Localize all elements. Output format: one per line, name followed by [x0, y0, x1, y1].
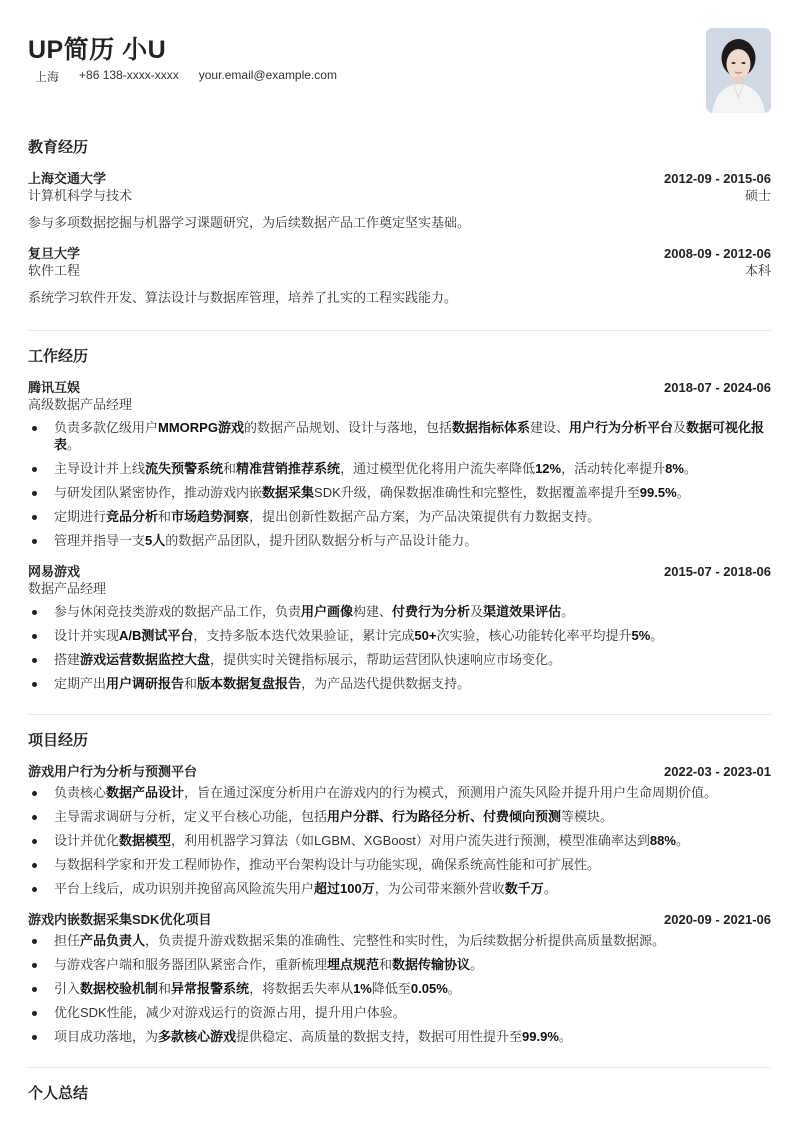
highlight-text: MMORPG游戏: [158, 420, 244, 435]
highlight-text: 流失预警系统: [145, 461, 224, 476]
portrait-icon: [706, 28, 771, 113]
highlight-text: 埋点规范: [327, 957, 380, 972]
major: 计算机科学与技术: [28, 188, 133, 203]
highlight-text: 0.05%: [410, 981, 448, 996]
body-text: 。: [470, 957, 484, 972]
body-text: SDK升级，确保数据准确性和完整性，数据覆盖率提升至: [314, 485, 640, 500]
bullet-item: [28, 832, 771, 849]
highlight-text: 数据指标体系: [451, 420, 530, 435]
body-text: 及: [673, 420, 687, 435]
body-text: 搭建: [54, 652, 81, 667]
date-range: 2022-03 - 2023-01: [664, 764, 771, 779]
major: 软件工程: [28, 263, 81, 278]
summary-section: [28, 1068, 771, 1104]
school-name: 上海交通大学: [28, 171, 107, 186]
highlight-text: 数千万: [504, 881, 544, 896]
highlight-text: 5人: [145, 533, 166, 548]
highlight-text: 竞品分析: [106, 509, 159, 524]
body-text: 优化SDK性能，减少对游戏运行的资源占用，提升用户体验。: [54, 1005, 406, 1020]
bullet-item: [28, 880, 771, 897]
job-title: 高级数据产品经理: [28, 397, 133, 412]
body-text: ，将数据丢失率从: [249, 981, 354, 996]
body-text: 平台上线后，成功识别并挽留高风险流失用户: [54, 881, 315, 896]
bullet-item: [28, 980, 771, 997]
project-entry: [28, 911, 771, 1045]
company-name: 腾讯互娱: [28, 380, 81, 395]
highlight-text: 多款核心游戏: [158, 1029, 237, 1044]
education-entry: [28, 245, 771, 306]
body-text: 。: [67, 437, 81, 452]
highlight-text: 产品负责人: [80, 933, 146, 948]
highlight-text: 市场趋势洞察: [171, 509, 250, 524]
body-text: 。: [561, 604, 575, 619]
highlight-text: 游戏运营数据监控大盘: [80, 652, 211, 667]
work-entry: [28, 563, 771, 692]
highlight-text: 5%: [631, 628, 651, 643]
body-text: ，支持多版本迭代效果验证，累计完成: [193, 628, 415, 643]
bullet-list: [28, 784, 771, 897]
body-text: 与研发团队紧密协作，推动游戏内嵌: [54, 485, 263, 500]
body-text: 定期产出: [54, 676, 107, 691]
location: 上海: [35, 70, 60, 84]
highlight-text: 异常报警系统: [171, 981, 250, 996]
email: your.email@example.com: [198, 68, 337, 82]
highlight-text: A/B测试平台: [119, 628, 194, 643]
education-section: [28, 122, 771, 331]
highlight-text: 99.9%: [522, 1029, 559, 1044]
body-text: 和: [379, 957, 393, 972]
school-name: 复旦大学: [28, 246, 81, 261]
body-text: 与数据科学家和开发工程师协作，推动平台架构设计与功能实现，确保系统高性能和可扩展性。: [54, 857, 601, 872]
highlight-text: 付费行为分析: [392, 604, 471, 619]
highlight-text: 用户画像: [301, 604, 354, 619]
highlight-text: 1%: [353, 981, 372, 996]
section-title-education: 教育经历: [28, 139, 89, 156]
bullet-item: [28, 1028, 771, 1045]
body-text: 与游戏客户端和服务器团队紧密合作，重新梳理: [54, 957, 328, 972]
highlight-text: 8%: [665, 461, 684, 476]
bullet-item: [28, 784, 771, 801]
body-text: ，为产品迭代提供数据支持。: [301, 676, 471, 691]
highlight-text: 超过100万: [314, 881, 375, 896]
section-title-work: 工作经历: [28, 348, 89, 365]
body-text: 和: [184, 676, 198, 691]
bullet-item: [28, 651, 771, 668]
highlight-text: 数据产品设计: [106, 785, 185, 800]
bullet-list: [28, 603, 771, 692]
highlight-text: 精准营销推荐系统: [236, 461, 341, 476]
bullet-list: [28, 932, 771, 1045]
education-entry: [28, 170, 771, 231]
body-text: 。: [675, 833, 689, 848]
body-text: ，负责提升游戏数据采集的准确性、完整性和实时性，为后续数据分析提供高质量数据源。: [145, 933, 666, 948]
body-text: 管理并指导一支: [54, 533, 146, 548]
highlight-text: 数据采集: [262, 485, 315, 500]
bullet-item: [28, 956, 771, 973]
body-text: 。: [447, 981, 461, 996]
body-text: 等模块。: [561, 809, 614, 824]
degree: 本科: [744, 263, 771, 278]
body-text: ，提供实时关键指标展示，帮助运营团队快速响应市场变化。: [210, 652, 562, 667]
body-text: 负责多款亿级用户: [54, 420, 159, 435]
body-text: 参与休闲竞技类游戏的数据产品工作，负责: [54, 604, 302, 619]
body-text: 主导需求调研与分析，定义平台核心功能，包括: [54, 809, 328, 824]
highlight-text: 12%: [535, 461, 562, 476]
company-name: 网易游戏: [28, 564, 81, 579]
body-text: 次实验，核心功能转化率平均提升: [436, 628, 632, 643]
education-description: 参与多项数据挖掘与机器学习课题研究，为后续数据产品工作奠定坚实基础。: [28, 215, 471, 230]
bullet-item: [28, 627, 771, 644]
body-text: ，利用机器学习算法（如LGBM、XGBoost）对用户流失进行预测，模型准确率达到: [171, 833, 650, 848]
bullet-item: [28, 1004, 771, 1021]
highlight-text: 用户行为分析平台: [569, 420, 674, 435]
project-name: 游戏内嵌数据采集SDK优化项目: [28, 912, 212, 927]
body-text: 构建、: [353, 604, 393, 619]
date-range: 2020-09 - 2021-06: [664, 912, 771, 927]
body-text: 设计并实现: [54, 628, 120, 643]
body-text: 引入: [54, 981, 81, 996]
body-text: 。: [683, 461, 697, 476]
highlight-text: 用户调研报告: [106, 676, 185, 691]
work-section: [28, 331, 771, 715]
project-entry: [28, 763, 771, 897]
body-text: 项目成功落地，为: [54, 1029, 159, 1044]
bullet-item: [28, 675, 771, 692]
body-text: ，活动转化率提升: [561, 461, 666, 476]
body-text: 及: [470, 604, 484, 619]
resume-page: [28, 0, 771, 1116]
highlight-text: 99.5%: [639, 485, 677, 500]
body-text: 的数据产品规划、设计与落地，包括: [243, 420, 452, 435]
body-text: 定期进行: [54, 509, 107, 524]
highlight-text: 渠道效果评估: [483, 604, 562, 619]
body-text: ，提出创新性数据产品方案，为产品决策提供有力数据支持。: [249, 509, 601, 524]
body-text: ，为公司带来额外营收: [374, 881, 505, 896]
bullet-item: [28, 419, 771, 453]
project-name: 游戏用户行为分析与预测平台: [28, 764, 198, 779]
bullet-item: [28, 484, 771, 501]
date-range: 2018-07 - 2024-06: [664, 380, 771, 395]
highlight-text: 数据可视化报表: [54, 420, 765, 452]
bullet-item: [28, 532, 771, 549]
bullet-item: [28, 856, 771, 873]
candidate-name: UP简历 小U: [28, 36, 167, 64]
body-text: 。: [543, 881, 557, 896]
body-text: ，旨在通过深度分析用户在游戏内的行为模式，预测用户流失风险并提升用户生命周期价值。: [184, 785, 718, 800]
highlight-text: 数据传输协议: [392, 957, 471, 972]
date-range: 2012-09 - 2015-06: [664, 171, 771, 186]
degree: 硕士: [744, 188, 771, 203]
body-text: 。: [650, 628, 664, 643]
body-text: 和: [158, 509, 172, 524]
body-text: ，通过模型优化将用户流失率降低: [340, 461, 536, 476]
body-text: 的数据产品团队，提升团队数据分析与产品设计能力。: [165, 533, 478, 548]
highlight-text: 数据校验机制: [80, 981, 159, 996]
body-text: 担任: [54, 933, 81, 948]
body-text: 和: [223, 461, 237, 476]
projects-section: [28, 715, 771, 1068]
body-text: 。: [676, 485, 690, 500]
highlight-text: 88%: [649, 833, 676, 848]
body-text: 设计并优化: [54, 833, 120, 848]
highlight-text: 用户分群、行为路径分析、付费倾向预测: [327, 809, 562, 824]
bullet-item: [28, 508, 771, 525]
date-range: 2015-07 - 2018-06: [664, 564, 771, 579]
job-title: 数据产品经理: [28, 581, 107, 596]
education-description: 系统学习软件开发、算法设计与数据库管理，培养了扎实的工程实践能力。: [28, 290, 458, 305]
resume-header: [28, 0, 771, 122]
bullet-item: [28, 808, 771, 825]
bullet-item: [28, 932, 771, 949]
phone: +86 138-xxxx-xxxx: [79, 68, 179, 82]
body-text: 建设、: [530, 420, 570, 435]
highlight-text: 50+: [414, 628, 437, 643]
work-entry: [28, 379, 771, 549]
body-text: 负责核心: [54, 785, 107, 800]
body-text: 提供稳定、高质量的数据支持，数据可用性提升至: [236, 1029, 523, 1044]
body-text: 降低至: [371, 981, 411, 996]
contact-info: [35, 68, 337, 85]
bullet-item: [28, 603, 771, 620]
body-text: 。: [558, 1029, 572, 1044]
body-text: 和: [158, 981, 172, 996]
bullet-list: [28, 419, 771, 549]
profile-photo: [706, 28, 771, 113]
section-title-summary: 个人总结: [28, 1085, 89, 1102]
section-title-projects: 项目经历: [28, 732, 89, 749]
body-text: 主导设计并上线: [54, 461, 146, 476]
highlight-text: 版本数据复盘报告: [197, 676, 302, 691]
highlight-text: 数据模型: [119, 833, 172, 848]
bullet-item: [28, 460, 771, 477]
date-range: 2008-09 - 2012-06: [664, 246, 771, 261]
